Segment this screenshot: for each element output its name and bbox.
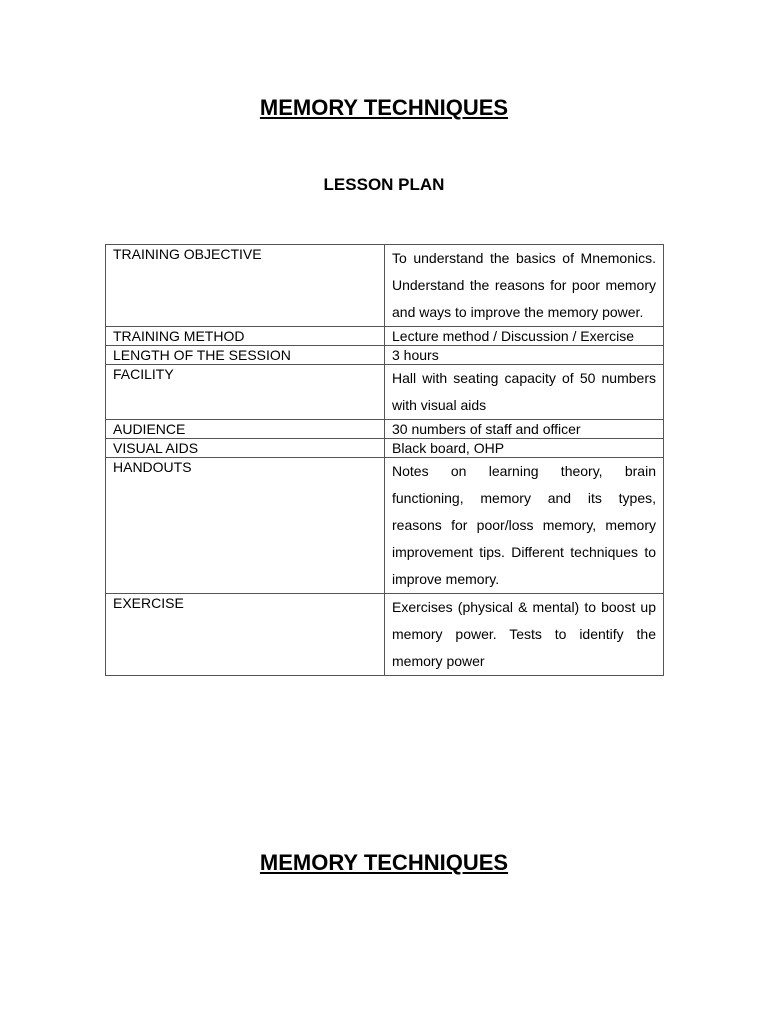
row-value-facility: Hall with seating capacity of 50 numbers with visual aids: [385, 365, 664, 420]
row-value-audience: 30 numbers of staff and officer: [385, 420, 664, 439]
table-row: [106, 420, 664, 439]
table-row: [106, 346, 664, 365]
row-value-handouts: Notes on learning theory, brain functioning, memory and its types, reasons for poor/loss memory, memory improvement tips. Different techniques to improve memory.: [385, 458, 664, 594]
row-label-handouts: HANDOUTS: [106, 458, 385, 594]
lesson-plan-body: [106, 245, 664, 676]
page-title: MEMORY TECHNIQUES: [259, 95, 509, 120]
row-label-audience: AUDIENCE: [106, 420, 385, 439]
row-label-training-method: TRAINING METHOD: [106, 327, 385, 346]
table-row: [106, 594, 664, 676]
table-row: [106, 439, 664, 458]
row-label-session-length: LENGTH OF THE SESSION: [106, 346, 385, 365]
row-label-training-objective: TRAINING OBJECTIVE: [106, 245, 385, 327]
table-row: [106, 327, 664, 346]
row-value-training-method: Lecture method / Discussion / Exercise: [385, 327, 664, 346]
row-label-visual-aids: VISUAL AIDS: [106, 439, 385, 458]
lesson-plan-heading: LESSON PLAN: [323, 175, 445, 194]
row-value-training-objective: To understand the basics of Mnemonics. Understand the reasons for poor memory and ways to improve the memory power.: [385, 245, 664, 327]
next-page-title: MEMORY TECHNIQUES: [259, 850, 509, 875]
row-label-facility: FACILITY: [106, 365, 385, 420]
lesson-plan-table: [105, 244, 664, 676]
table-row: [106, 458, 664, 594]
table-row: [106, 365, 664, 420]
row-label-exercise: EXERCISE: [106, 594, 385, 676]
row-value-session-length: 3 hours: [385, 346, 664, 365]
row-value-exercise: Exercises (physical & mental) to boost up memory power. Tests to identify the memory power: [385, 594, 664, 676]
row-value-visual-aids: Black board, OHP: [385, 439, 664, 458]
table-row: [106, 245, 664, 327]
